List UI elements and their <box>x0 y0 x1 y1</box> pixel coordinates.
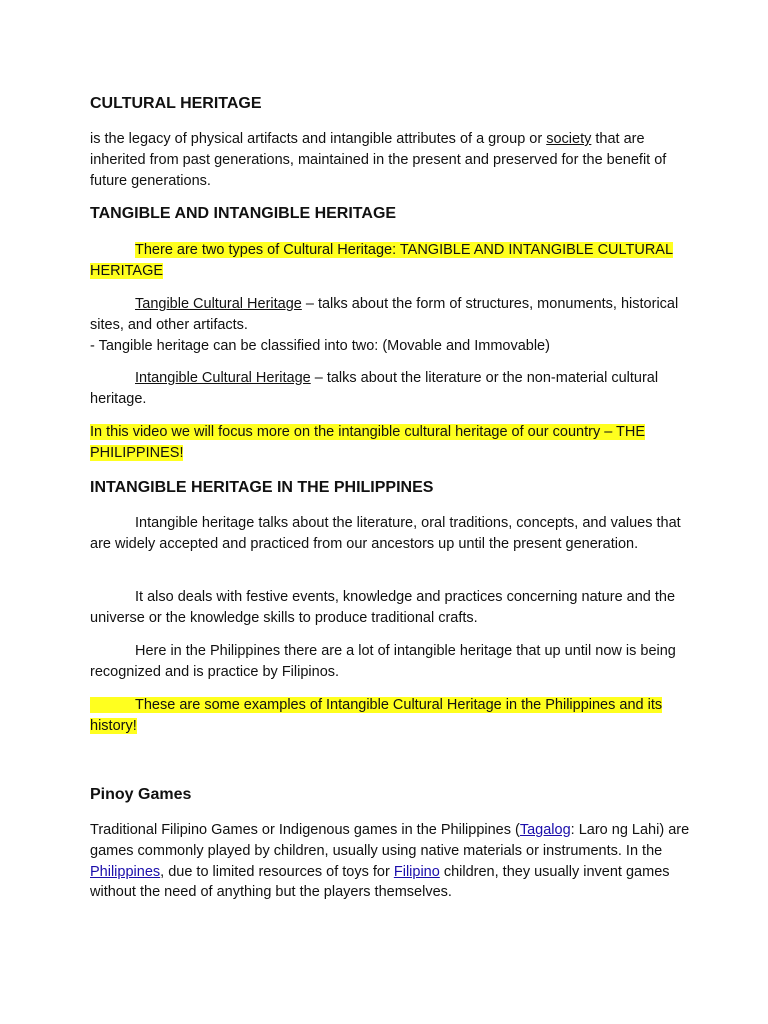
highlighted-examples: These are some examples of Intangible Cultural Heritage in the Philippines and its history! <box>90 697 663 734</box>
definition-text-end: that are inherited from past generations, maintained in the present and preserved for the benefit of future generations. <box>90 131 667 189</box>
paragraph-definition <box>90 129 690 191</box>
games-text-1: Traditional Filipino Games or Indigenous games in the Philippines ( <box>90 822 520 838</box>
recognized-text: Here in the Philippines there are a lot of intangible heritage that up until now is being recognized and is practice by Filipinos. <box>90 643 676 680</box>
society-term: society <box>546 131 592 147</box>
games-text-2: : Laro ng Lahi) are games commonly played by children, usually using native materials or instruments. In the <box>90 822 690 859</box>
paragraph-intangible-literature <box>90 513 690 555</box>
festive-events-text: It also deals with festive events, knowledge and practices concerning nature and the universe or the knowledge skills to produce traditional crafts. <box>90 589 676 626</box>
paragraph-video-focus <box>90 422 690 464</box>
heading-tangible-intangible: TANGIBLE AND INTANGIBLE HERITAGE <box>90 205 397 222</box>
paragraph-pinoy-games <box>90 820 690 903</box>
link-filipino[interactable]: Filipino <box>393 863 440 880</box>
paragraph-two-types <box>90 240 690 282</box>
tangible-classification: - Tangible heritage can be classified into two: (Movable and Immovable) <box>90 337 550 354</box>
heading-cultural-heritage: CULTURAL HERITAGE <box>90 95 262 112</box>
games-text-4: children, they usually invent games without the need of anything but the players themselves. <box>90 863 670 901</box>
paragraph-recognized <box>90 641 690 683</box>
paragraph-festive-events <box>90 587 690 629</box>
intangible-term: Intangible Cultural Heritage <box>135 370 311 386</box>
highlighted-video-focus: In this video we will focus more on the intangible cultural heritage of our country – THE PHILIPPINES! <box>90 424 646 461</box>
link-philippines[interactable]: Philippines <box>90 863 161 880</box>
paragraph-intangible <box>90 368 690 410</box>
heading-pinoy-games: Pinoy Games <box>90 786 192 803</box>
tangible-term: Tangible Cultural Heritage <box>135 296 302 312</box>
highlighted-two-types: There are two types of Cultural Heritage: TANGIBLE AND INTANGIBLE CULTURAL HERITAGE <box>90 242 674 279</box>
intangible-description: – talks about the literature or the non-material cultural heritage. <box>90 370 659 407</box>
tangible-description: – talks about the form of structures, monuments, historical sites, and other artifacts. <box>90 296 679 333</box>
paragraph-tangible <box>90 294 690 356</box>
games-text-3: , due to limited resources of toys for <box>160 863 394 880</box>
paragraph-examples <box>90 695 690 737</box>
definition-text-start: is the legacy of physical artifacts and intangible attributes of a group or <box>90 131 547 147</box>
intangible-literature-text: Intangible heritage talks about the literature, oral traditions, concepts, and values that are widely accepted and practiced from our ancestors up until the present generation. <box>90 515 681 552</box>
link-tagalog[interactable]: Tagalog <box>519 822 571 838</box>
heading-intangible-philippines: INTANGIBLE HERITAGE IN THE PHILIPPINES <box>90 479 434 496</box>
